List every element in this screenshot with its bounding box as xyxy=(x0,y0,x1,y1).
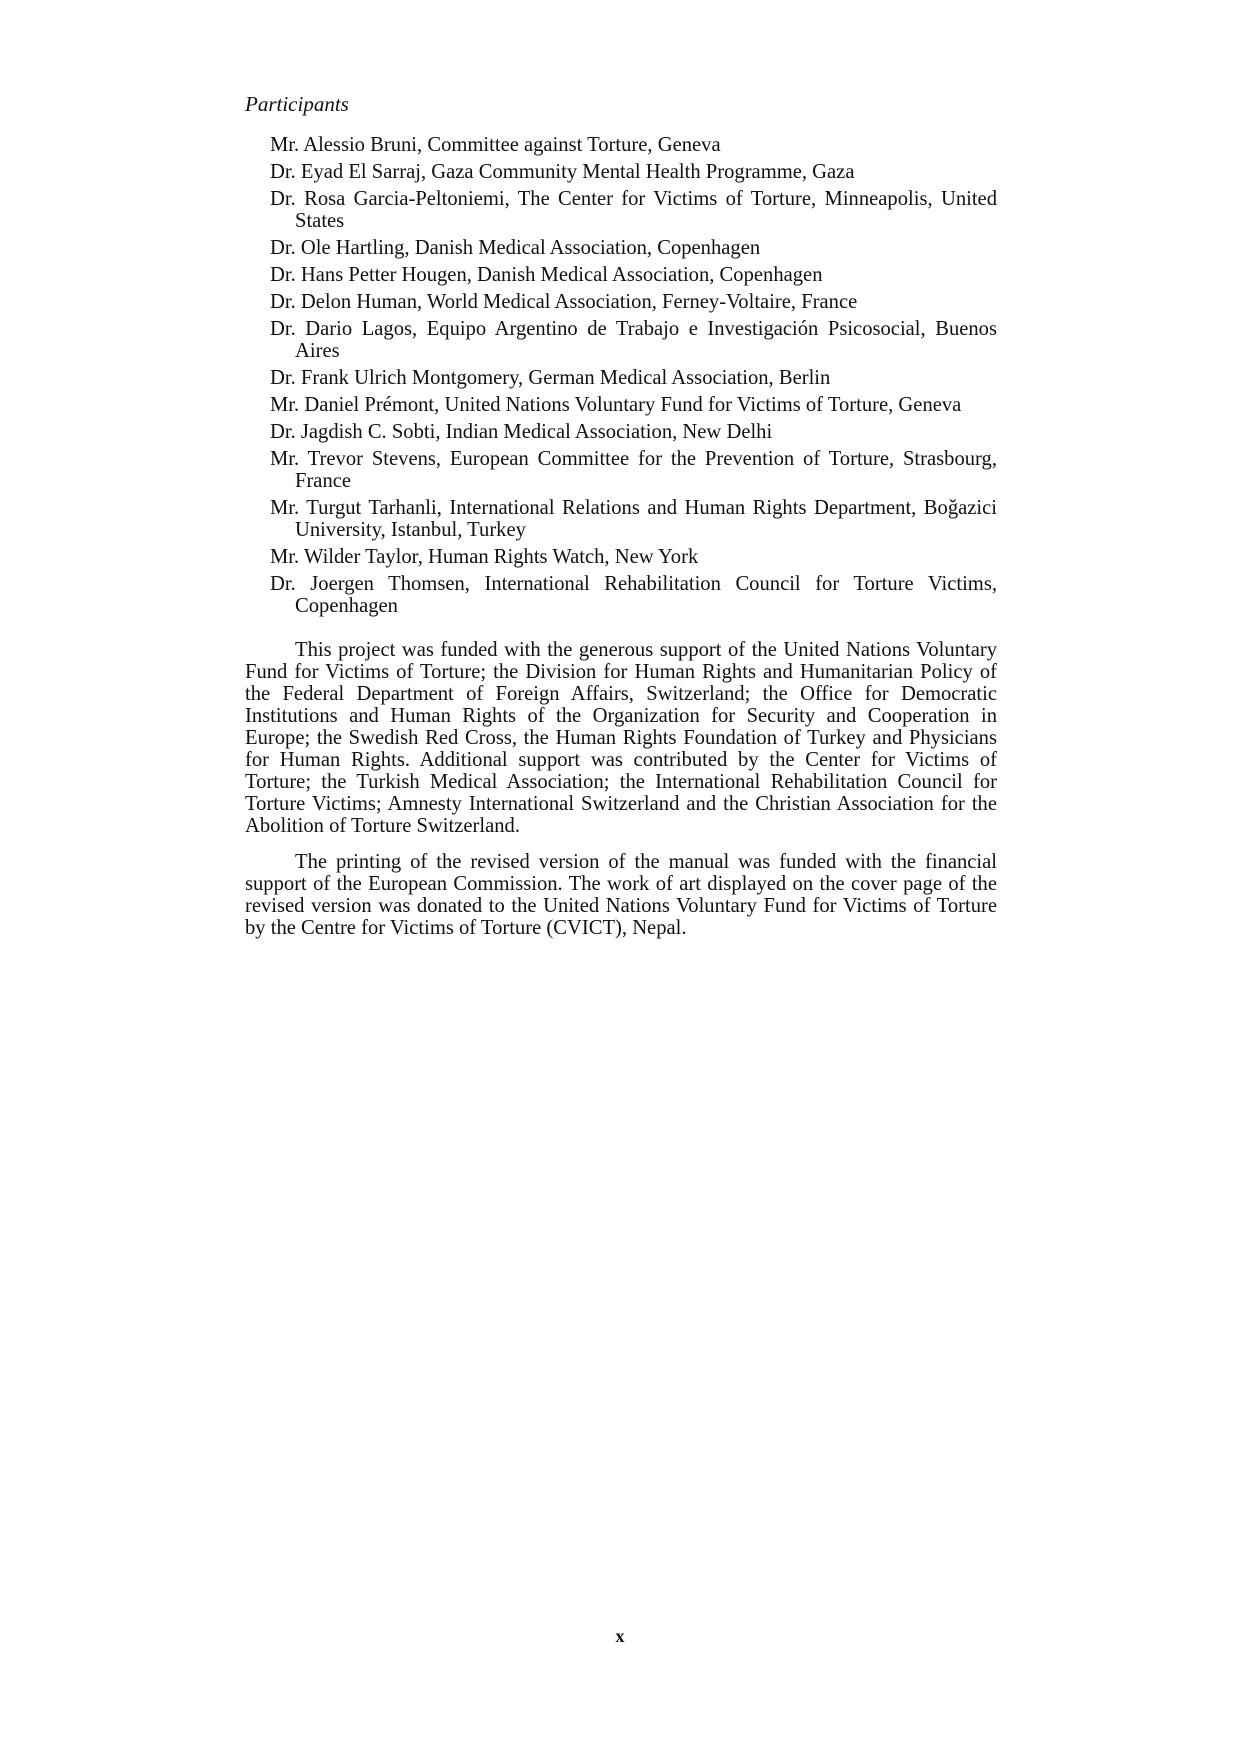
participant-entry: Mr. Wilder Taylor, Human Rights Watch, New York xyxy=(270,546,699,568)
participant-entry: Mr. Turgut Tarhanli, International Relations and Human Rights Department, Boǧazici University, Istanbul, Turkey xyxy=(270,497,997,541)
section-heading: Participants xyxy=(245,92,349,116)
participant-entry: Dr. Hans Petter Hougen, Danish Medical Association, Copenhagen xyxy=(270,264,823,286)
participant-entry: Dr. Joergen Thomsen, International Rehabilitation Council for Torture Victims, Copenhagen xyxy=(270,573,997,617)
participant-entry: Dr. Jagdish C. Sobti, Indian Medical Association, New Delhi xyxy=(270,421,773,443)
participant-entry: Mr. Daniel Prémont, United Nations Voluntary Fund for Victims of Torture, Geneva xyxy=(270,394,962,416)
participant-entry: Mr. Trevor Stevens, European Committee for the Prevention of Torture, Strasbourg, France xyxy=(270,448,997,492)
document-page xyxy=(245,92,997,953)
page-number: x xyxy=(615,1626,625,1646)
participant-entry: Mr. Alessio Bruni, Committee against Torture, Geneva xyxy=(270,134,721,156)
printing-paragraph: The printing of the revised version of the manual was funded with the financial support of the European Commission. The work of art displayed on the cover page of the revised version was donated to the United Nations Voluntary Fund for Victims of Torture by the Centre for Victims of Torture (CVICT), Nepal. xyxy=(245,851,997,939)
participants-list xyxy=(245,134,997,617)
participant-entry: Dr. Rosa Garcia-Peltoniemi, The Center for Victims of Torture, Minneapolis, United States xyxy=(270,188,997,232)
participant-entry: Dr. Dario Lagos, Equipo Argentino de Trabajo e Investigación Psicosocial, Buenos Aires xyxy=(270,318,997,362)
participant-entry: Dr. Frank Ulrich Montgomery, German Medical Association, Berlin xyxy=(270,367,831,389)
participant-entry: Dr. Eyad El Sarraj, Gaza Community Mental Health Programme, Gaza xyxy=(270,161,855,183)
funding-paragraph: This project was funded with the generous support of the United Nations Voluntary Fund for Victims of Torture; the Division for Human Rights and Humanitarian Policy of the Federal Department of Foreign Affairs, Switzerland; the Office for Democratic Institutions and Human Rights of the Organization for Security and Cooperation in Europe; the Swedish Red Cross, the Human Rights Foundation of Turkey and Physicians for Human Rights. Additional support was contributed by the Center for Victims of Torture; the Turkish Medical Association; the International Rehabilitation Council for Torture Victims; Amnesty International Switzerland and the Christian Association for the Abolition of Torture Switzerland. xyxy=(245,639,997,837)
participant-entry: Dr. Delon Human, World Medical Association, Ferney-Voltaire, France xyxy=(270,291,858,313)
participant-entry: Dr. Ole Hartling, Danish Medical Association, Copenhagen xyxy=(270,237,761,259)
